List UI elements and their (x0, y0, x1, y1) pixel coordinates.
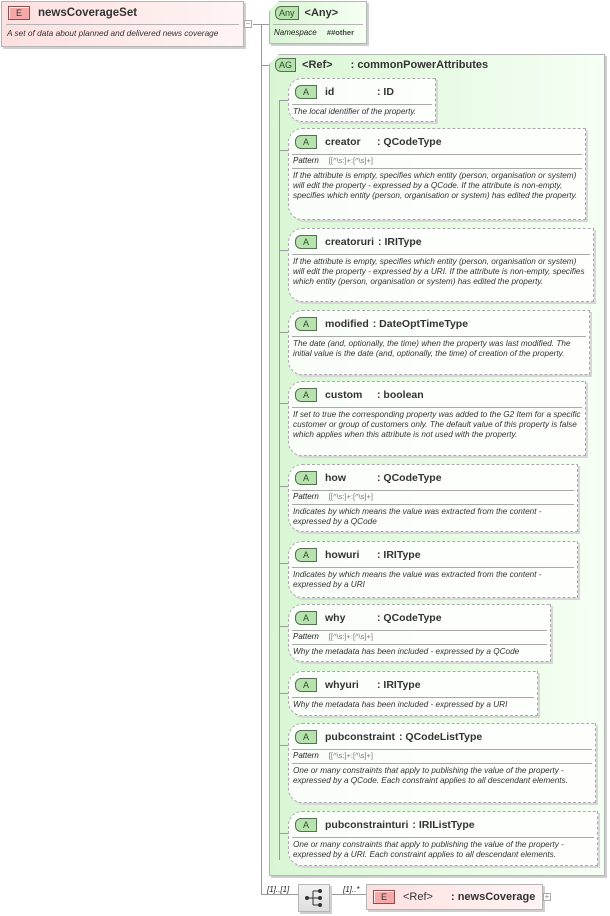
attribute-type: : boolean (377, 389, 424, 401)
element-ref: <Ref> (403, 891, 433, 903)
element-name: newsCoverageSet (38, 7, 138, 19)
attribute-badge: A (295, 818, 317, 832)
pattern-value: [[^\s:]+:[^\s]+] (328, 751, 373, 760)
attribute-connector (279, 745, 288, 746)
any-wildcard-box[interactable] (269, 1, 367, 44)
attribute-pubconstraint[interactable] (288, 723, 596, 803)
element-badge: E (373, 890, 395, 904)
attribute-group-name: : commonPowerAttributes (350, 59, 489, 71)
attribute-documentation: One or many constraints that apply to publishing the value of the property - expressed by a URI. Each constraint applies to all descendant elements. (293, 840, 564, 859)
attribute-creator[interactable] (288, 128, 586, 220)
attribute-documentation: If the attribute is empty, specifies which entity (person, organisation or system) will edit the property - expressed by a URI. If the attribute is non-empty, specifies which entity (person, organisation or system) has edited the property. (293, 257, 585, 286)
sequence-cardinality: [1]..[1] (267, 885, 290, 894)
attribute-type: : IRIType (377, 679, 421, 691)
element-badge: E (8, 6, 30, 20)
attribute-type: : IRIType (378, 236, 422, 248)
attribute-badge: A (295, 611, 317, 625)
pattern-label: Pattern (293, 492, 319, 501)
any-badge: Any (275, 6, 299, 20)
attribute-badge: A (295, 135, 317, 149)
attribute-group-ref: <Ref> (302, 59, 333, 71)
attribute-type: : QCodeListType (399, 731, 483, 743)
attribute-documentation: If set to true the corresponding property was added to the G2 Item for a specific customer or group of customers only. The default value of this property is false which applies when this attribute is not used with the property. (293, 410, 581, 439)
attribute-type: : QCodeType (377, 472, 442, 484)
attribute-modified[interactable] (288, 310, 590, 375)
attribute-documentation: The date (and, optionally, the time) when the property was last modified. The initial value is the date (and, optionally, the time) of creation of the property. (293, 339, 571, 358)
attribute-connector (279, 403, 288, 404)
attribute-connector (279, 833, 288, 834)
attribute-badge: A (295, 235, 317, 249)
any-title: <Any> (304, 7, 339, 19)
attribute-badge: A (295, 730, 317, 744)
connector-sequence-to-child (330, 894, 368, 895)
attribute-connector (279, 563, 288, 564)
attribute-why[interactable] (288, 604, 551, 662)
root-element-box[interactable] (1, 1, 244, 47)
pattern-value: [[^\s:]+:[^\s]+] (328, 632, 373, 641)
connector-root-to-children (253, 24, 261, 25)
attribute-badge: A (295, 678, 317, 692)
connector-to-any (261, 24, 269, 25)
attribute-connector (279, 332, 288, 333)
attribute-type: : DateOptTimeType (372, 318, 469, 330)
attribute-documentation: Indicates by which means the value was extracted from the content - expressed by a URI (293, 570, 542, 589)
attribute-connector (279, 486, 288, 487)
attribute-id[interactable] (288, 78, 436, 122)
attribute-connector (279, 150, 288, 151)
attribute-creatoruri[interactable] (288, 228, 594, 302)
element-name: : newsCoverage (450, 891, 536, 903)
attribute-badge: A (295, 388, 317, 402)
attribute-type: : ID (377, 86, 394, 98)
collapse-toggle-icon[interactable]: − (245, 19, 251, 28)
namespace-label: Namespace (274, 28, 317, 37)
pattern-value: [[^\s:]+:[^\s]+] (328, 156, 373, 165)
attribute-name: modified (325, 318, 369, 330)
connector-to-attribute-group (261, 65, 269, 66)
attribute-name: creatoruri (325, 236, 375, 248)
attribute-connector (279, 100, 288, 101)
attribute-connector (279, 250, 288, 251)
attribute-group-badge: AG (275, 58, 296, 72)
connector-to-sequence (261, 894, 299, 895)
pattern-value: [[^\s:]+:[^\s]+] (328, 492, 373, 501)
attribute-type: : IRIListType (412, 819, 475, 831)
attribute-badge: A (295, 548, 317, 562)
namespace-value: ##other (326, 28, 355, 37)
attribute-name: id (325, 86, 335, 98)
element-documentation: A set of data about planned and delivered news coverage (7, 28, 219, 38)
attribute-connector (279, 693, 288, 694)
child-cardinality: [1]..* (343, 885, 360, 894)
attribute-name: creator (325, 136, 361, 148)
attribute-connector (279, 626, 288, 627)
attribute-documentation: The local identifier of the property. (293, 107, 417, 116)
attribute-documentation: Indicates by which means the value was extracted from the content - expressed by a QCode (293, 507, 542, 526)
attribute-name: custom (325, 389, 363, 401)
attribute-name: whyuri (325, 679, 359, 691)
attribute-howuri[interactable] (288, 541, 578, 598)
expand-toggle-icon[interactable]: + (544, 892, 550, 901)
attribute-name: pubconstraint (325, 731, 395, 743)
attribute-documentation: Why the metadata has been included - expressed by a QCode (293, 647, 520, 656)
attribute-documentation: If the attribute is empty, specifies which entity (person, organisation or system) will edit the property - expressed by a QCode. If the attribute is non-empty, specifies which entity (person, organisation or system) has edited the property. (293, 171, 578, 200)
attribute-name: why (325, 612, 346, 624)
pattern-label: Pattern (293, 751, 319, 760)
news-coverage-element-box[interactable] (366, 884, 543, 910)
sequence-compositor[interactable] (298, 884, 330, 912)
sequence-icon (299, 885, 329, 911)
attribute-name: pubconstrainturi (325, 819, 409, 831)
attribute-documentation: One or many constraints that apply to publishing the value of the property - expressed by a QCode. Each constraint applies to all descendant elements. (293, 766, 568, 785)
connector-trunk (261, 24, 262, 894)
attribute-name: how (325, 472, 346, 484)
attribute-pubconstrainturi[interactable] (288, 811, 598, 866)
attribute-badge: A (295, 317, 317, 331)
attribute-name: howuri (325, 549, 360, 561)
attribute-whyuri[interactable] (288, 671, 538, 716)
attribute-type: : QCodeType (377, 612, 442, 624)
attribute-connector-trunk (279, 100, 280, 860)
pattern-label: Pattern (293, 632, 319, 641)
attribute-type: : QCodeType (377, 136, 442, 148)
attribute-how[interactable] (288, 464, 578, 532)
attribute-documentation: Why the metadata has been included - expressed by a URI (293, 700, 508, 709)
attribute-badge: A (295, 85, 317, 99)
attribute-badge: A (295, 471, 317, 485)
attribute-custom[interactable] (288, 381, 586, 456)
attribute-type: : IRIType (377, 549, 421, 561)
pattern-label: Pattern (293, 156, 319, 165)
